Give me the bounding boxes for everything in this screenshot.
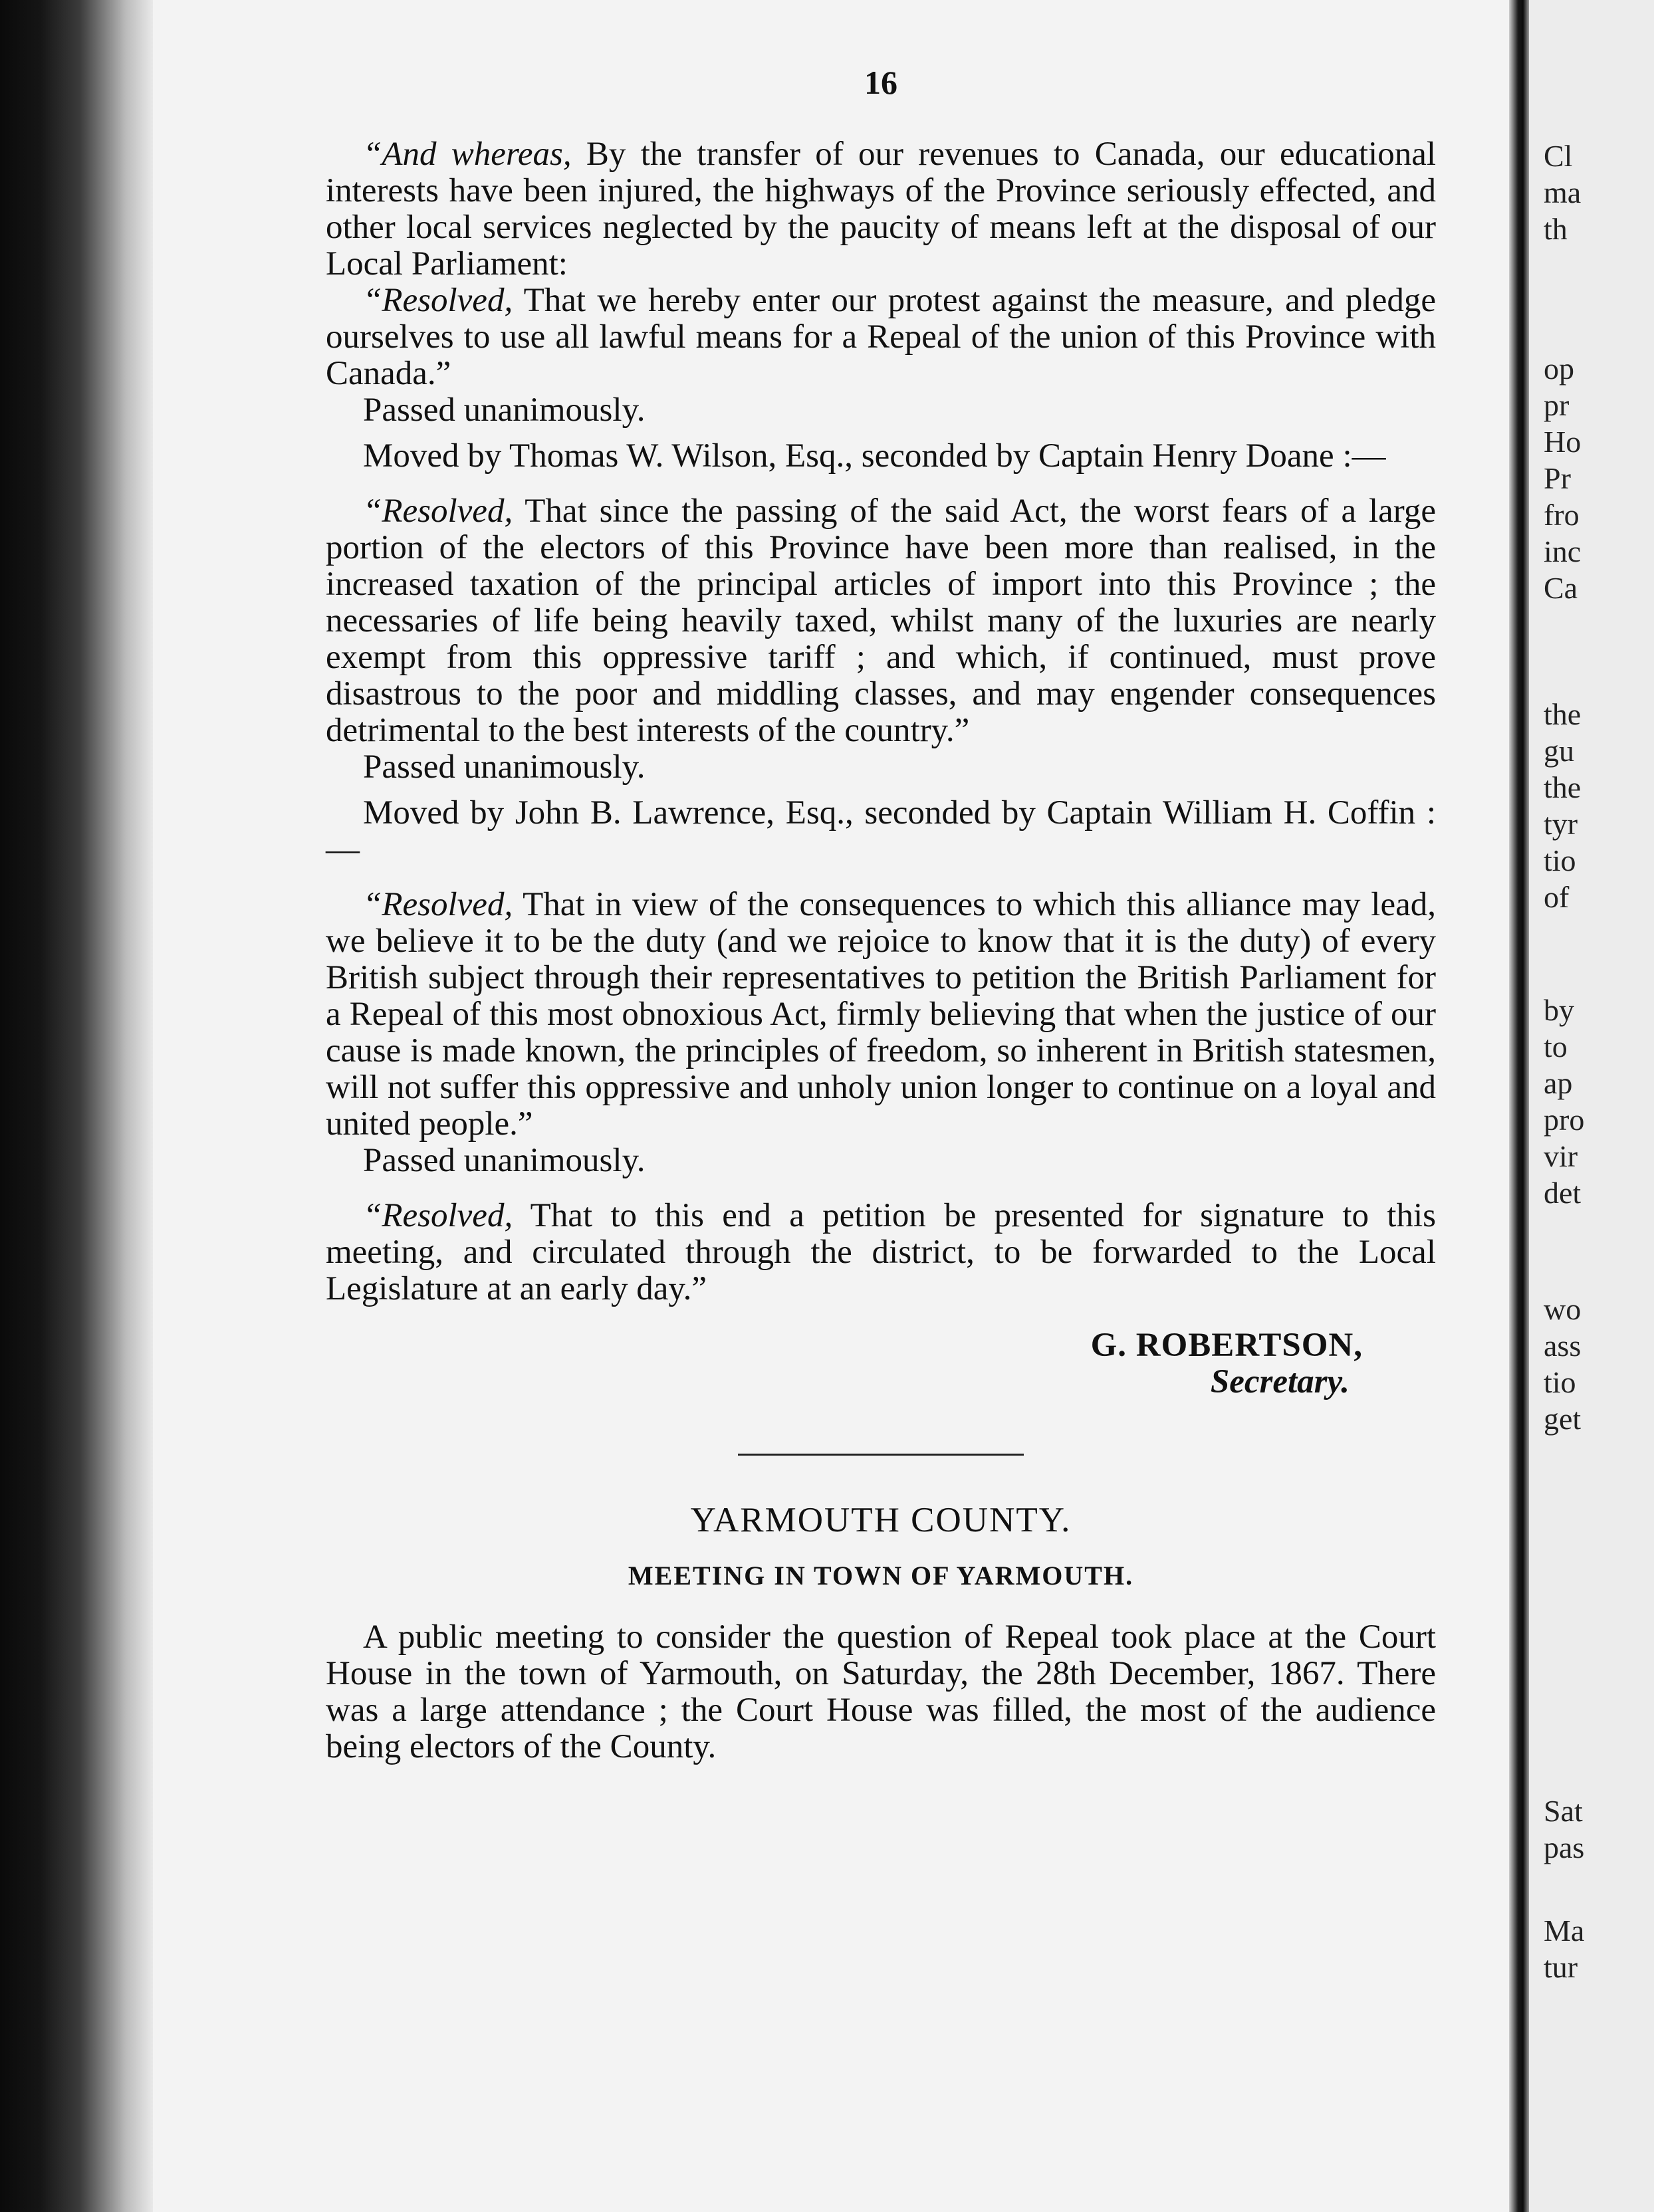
facing-page-text: ap	[1544, 1066, 1573, 1100]
facing-page-text: ma	[1544, 175, 1582, 209]
paragraph-text: That we hereby enter our protest against the measure, and pledge ourselves to use all lawful means for a Repeal of the union of this Province with Canada.”	[326, 282, 1436, 392]
facing-page-fragment	[1529, 0, 1654, 2212]
paragraph-and-whereas	[326, 136, 1436, 282]
facing-page-text: fro	[1544, 498, 1580, 532]
facing-page-text: tyr	[1544, 807, 1578, 841]
paragraph-lead: “Resolved,	[363, 282, 513, 319]
facing-page-text: tur	[1544, 1950, 1578, 1984]
left-page-edge	[0, 0, 153, 2212]
passed-unanimously: Passed unanimously.	[363, 1142, 646, 1179]
facing-page-text: Pr	[1544, 461, 1571, 495]
signature-title: Secretary.	[1210, 1363, 1350, 1400]
facing-page-text: pro	[1544, 1103, 1585, 1137]
section-divider	[738, 1454, 1024, 1456]
facing-page-text: to	[1544, 1030, 1568, 1063]
passed-unanimously: Passed unanimously.	[363, 748, 646, 786]
paragraph-resolved-petition	[326, 887, 1436, 1143]
closing-paragraph: A public meeting to consider the question of Repeal took place at the Court House in the town of Yarmouth, on Saturday, the 28th December, 1867. There was a large attendance ; the Court House was filled, the most of the audience being electors of the County.	[326, 1618, 1436, 1765]
paragraph-lead: “Resolved,	[363, 493, 513, 530]
facing-page-text: th	[1544, 212, 1568, 246]
facing-page-text: inc	[1544, 534, 1582, 568]
paragraph-lead: “Resolved,	[363, 1197, 513, 1234]
signature-name: G. ROBERTSON,	[1090, 1327, 1363, 1364]
page-body	[326, 136, 1436, 1765]
facing-page-text: Sat	[1544, 1794, 1583, 1828]
facing-page-text: by	[1544, 993, 1574, 1027]
facing-page-text: gu	[1544, 734, 1574, 768]
paragraph-resolved-signature	[326, 1198, 1436, 1307]
paragraph-resolved-protest	[326, 282, 1436, 392]
facing-page-text: of	[1544, 880, 1570, 914]
facing-page-text: pas	[1544, 1830, 1585, 1864]
facing-page-text: pr	[1544, 388, 1570, 422]
motion-lawrence: Moved by John B. Lawrence, Esq., seconded by Captain William H. Coffin :—	[326, 794, 1436, 868]
paragraph-text: That in view of the consequences to which this alliance may lead, we believe it to be the duty (and we rejoice to know that it is the duty) of every British subject through their representatives to petition the British Parliament for a Repeal of this most obnoxious Act, firmly believing that when the justice of our cause is made known, the principles of freedom, so inherent in British statesmen, will not suffer this oppressive and unholy union longer to continue on a loyal and united people.”	[326, 886, 1436, 1143]
facing-page-text: Cl	[1544, 139, 1573, 173]
paragraph-resolved-taxation	[326, 493, 1436, 749]
paragraph-lead: “Resolved,	[363, 886, 513, 923]
facing-page-text: vir	[1544, 1139, 1578, 1173]
facing-page-text: op	[1544, 352, 1574, 386]
facing-page-text: wo	[1544, 1292, 1582, 1326]
facing-page-text: tio	[1544, 843, 1576, 877]
paragraph-lead: “And whereas,	[363, 136, 572, 173]
meeting-heading: MEETING IN TOWN OF YARMOUTH.	[628, 1561, 1134, 1591]
motion-wilson: Moved by Thomas W. Wilson, Esq., seconded by Captain Henry Doane :—	[363, 437, 1386, 475]
paragraph-text: That to this end a petition be presented for signature to this meeting, and circulated through the district, to be forwarded to the Local Legislature at an early day.”	[326, 1197, 1436, 1307]
paragraph-text: By the transfer of our revenues to Canada, our educational interests have been injured, the highways of the Province seriously effected, and other local services neglected by the paucity of means left at the disposal of our Local Parliament:	[326, 136, 1437, 282]
facing-page-text: get	[1544, 1402, 1582, 1436]
facing-page-text: ass	[1544, 1329, 1582, 1363]
county-heading: YARMOUTH COUNTY.	[690, 1501, 1072, 1539]
facing-page-text: the	[1544, 770, 1582, 804]
facing-page-text: Ho	[1544, 425, 1582, 459]
facing-page-text: det	[1544, 1176, 1582, 1210]
book-gutter	[1509, 0, 1529, 2212]
page-number: 16	[864, 64, 897, 101]
paragraph-text: That since the passing of the said Act, the worst fears of a large portion of the electors of this Province have been more than realised, in the increased taxation of the principal articles of import into this Province ; the necessaries of life being heavily taxed, whilst many of the luxuries are nearly exempt from this oppressive tariff ; and which, if continued, must prove disastrous to the poor and middling classes, and may engender consequences detrimental to the best interests of the country.”	[326, 493, 1436, 749]
facing-page-text: Ma	[1544, 1914, 1585, 1947]
facing-page-text: tio	[1544, 1365, 1576, 1399]
facing-page-text: Ca	[1544, 571, 1578, 605]
passed-unanimously: Passed unanimously.	[363, 391, 646, 429]
facing-page-text: the	[1544, 697, 1582, 731]
